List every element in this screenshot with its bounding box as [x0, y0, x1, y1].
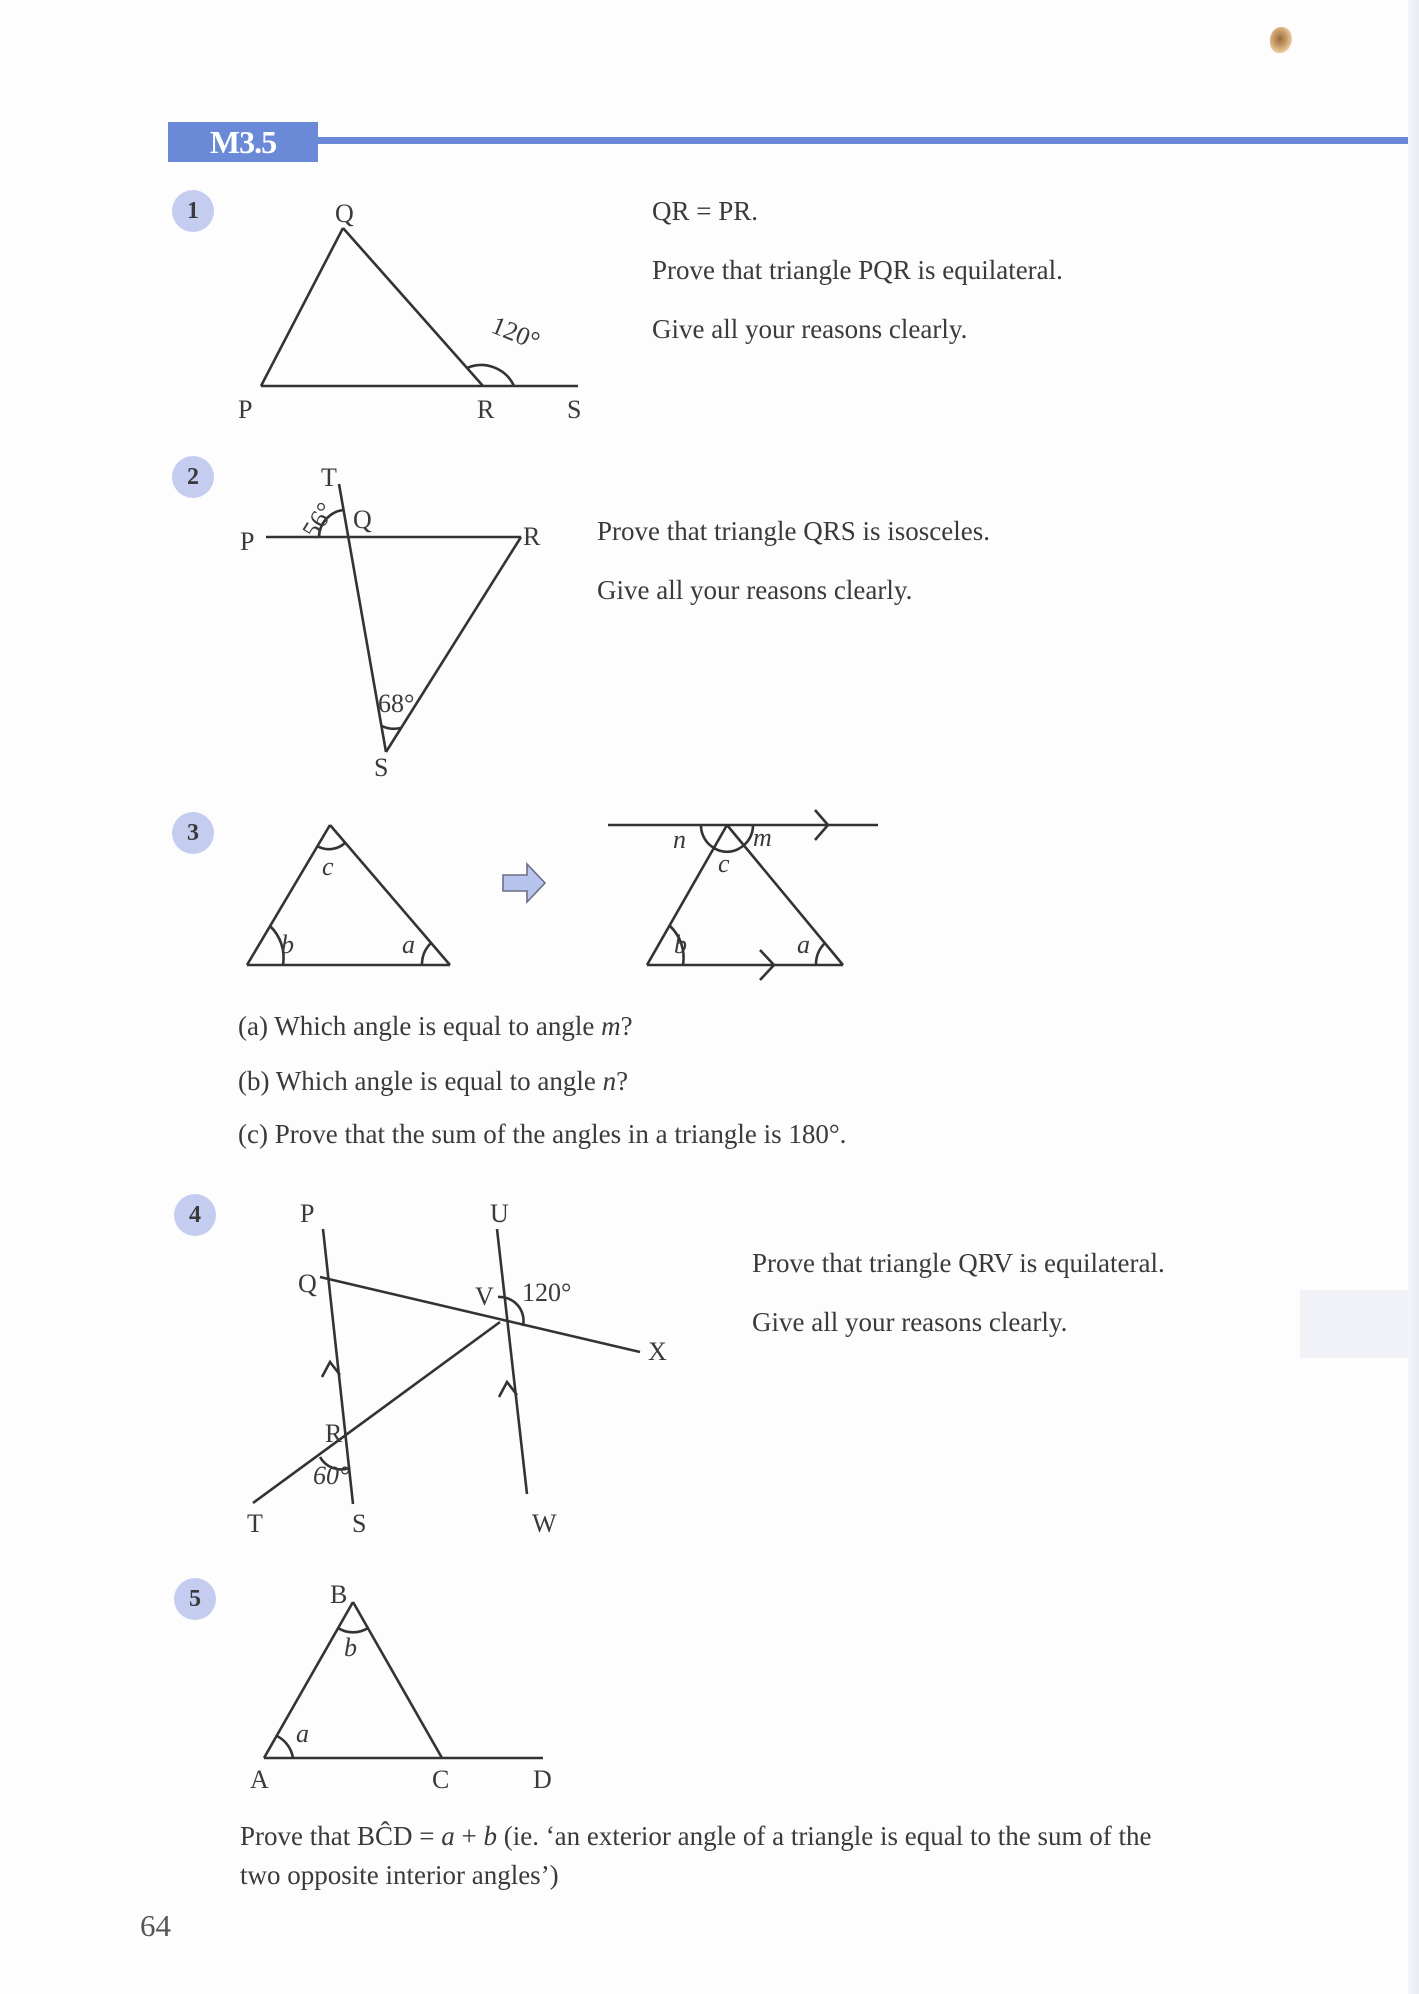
- point-x-label: X: [648, 1337, 667, 1366]
- point-p-label: P: [238, 395, 253, 424]
- angle-label-a: a: [402, 930, 415, 959]
- part-b-var: n: [602, 1066, 617, 1096]
- side-bc: [353, 1602, 442, 1758]
- point-d-label: D: [533, 1765, 552, 1794]
- angle-label-b: b: [344, 1633, 357, 1662]
- part-c-text: (c) Prove that the sum of the angles in a triangle is 180°.: [238, 1119, 847, 1149]
- point-p-label: P: [240, 527, 255, 556]
- angle-label-120: 120°: [487, 310, 545, 356]
- q1-instruction: Prove that triangle PQR is equilateral.: [652, 255, 1063, 285]
- point-r-label: R: [523, 522, 541, 551]
- point-r-label: R: [477, 395, 495, 424]
- q2-instruction: Prove that triangle QRS is isosceles.: [597, 516, 990, 546]
- angle-label-68: 68°: [378, 689, 415, 718]
- angle-label-a: a: [296, 1719, 309, 1748]
- point-b-label: B: [330, 1580, 348, 1609]
- section-heading: M3.5: [168, 122, 318, 162]
- angle-label-n: n: [673, 825, 686, 854]
- q2-reasons-note: Give all your reasons clearly.: [597, 575, 913, 605]
- question-number-badge: 1: [172, 190, 214, 232]
- part-a-prefix: (a) Which angle is equal to angle: [238, 1011, 602, 1041]
- angle-label-b: b: [281, 930, 294, 959]
- q1-given: QR = PR.: [652, 196, 759, 226]
- point-q-label: Q: [335, 199, 354, 228]
- point-q-label: Q: [353, 505, 372, 534]
- point-v-label: V: [475, 1282, 494, 1311]
- point-a-label: A: [250, 1765, 269, 1794]
- point-q-label: Q: [298, 1269, 317, 1298]
- angle-arc-b: [338, 1628, 368, 1632]
- angle-label-60: 60°: [313, 1461, 350, 1490]
- q5-text-rest: (ie. ‘an exterior angle of a triangle is equal to the sum of the: [496, 1821, 1152, 1851]
- page-number: 64: [140, 1908, 171, 1943]
- q1-reasons-note: Give all your reasons clearly.: [652, 314, 968, 344]
- point-s-label: S: [374, 753, 389, 782]
- point-t-label: T: [321, 463, 337, 492]
- point-r-label: R: [325, 1419, 343, 1448]
- angle-arc-a: [277, 1736, 293, 1758]
- question-number-badge: 4: [174, 1194, 216, 1236]
- angle-label-m: m: [753, 823, 772, 852]
- q5-instruction: [240, 1817, 1340, 1895]
- point-s-label: S: [352, 1509, 367, 1538]
- angle-label-c: c: [322, 852, 334, 881]
- q5-text-start: Prove that BĈD =: [240, 1821, 442, 1851]
- part-b-prefix: (b) Which angle is equal to angle: [238, 1066, 603, 1096]
- angle-label-56: 56°: [296, 497, 341, 544]
- point-u-label: U: [490, 1199, 509, 1228]
- point-c-label: C: [432, 1765, 450, 1794]
- part-a-var: m: [601, 1011, 621, 1041]
- angle-label-c: c: [718, 849, 730, 878]
- q4-reasons-note: Give all your reasons clearly.: [752, 1307, 1068, 1337]
- q5-var-b: b: [483, 1821, 497, 1851]
- q4-instruction: Prove that triangle QRV is equilateral.: [752, 1248, 1165, 1278]
- point-p-label: P: [300, 1199, 315, 1228]
- part-b-suffix: ?: [616, 1066, 629, 1096]
- q5-plus: +: [454, 1821, 484, 1851]
- point-w-label: W: [532, 1509, 557, 1538]
- question-number-badge: 5: [174, 1578, 216, 1620]
- angle-label-a: a: [797, 930, 810, 959]
- question-number-badge: 2: [172, 456, 214, 498]
- angle-label-120: 120°: [522, 1278, 572, 1307]
- point-s-label: S: [567, 395, 582, 424]
- question-number-badge: 3: [172, 812, 214, 854]
- angle-label-b: b: [674, 930, 687, 959]
- point-t-label: T: [247, 1509, 263, 1538]
- q5-var-a: a: [441, 1821, 455, 1851]
- part-a-suffix: ?: [620, 1011, 633, 1041]
- q5-text-line2: two opposite interior angles’): [240, 1860, 559, 1890]
